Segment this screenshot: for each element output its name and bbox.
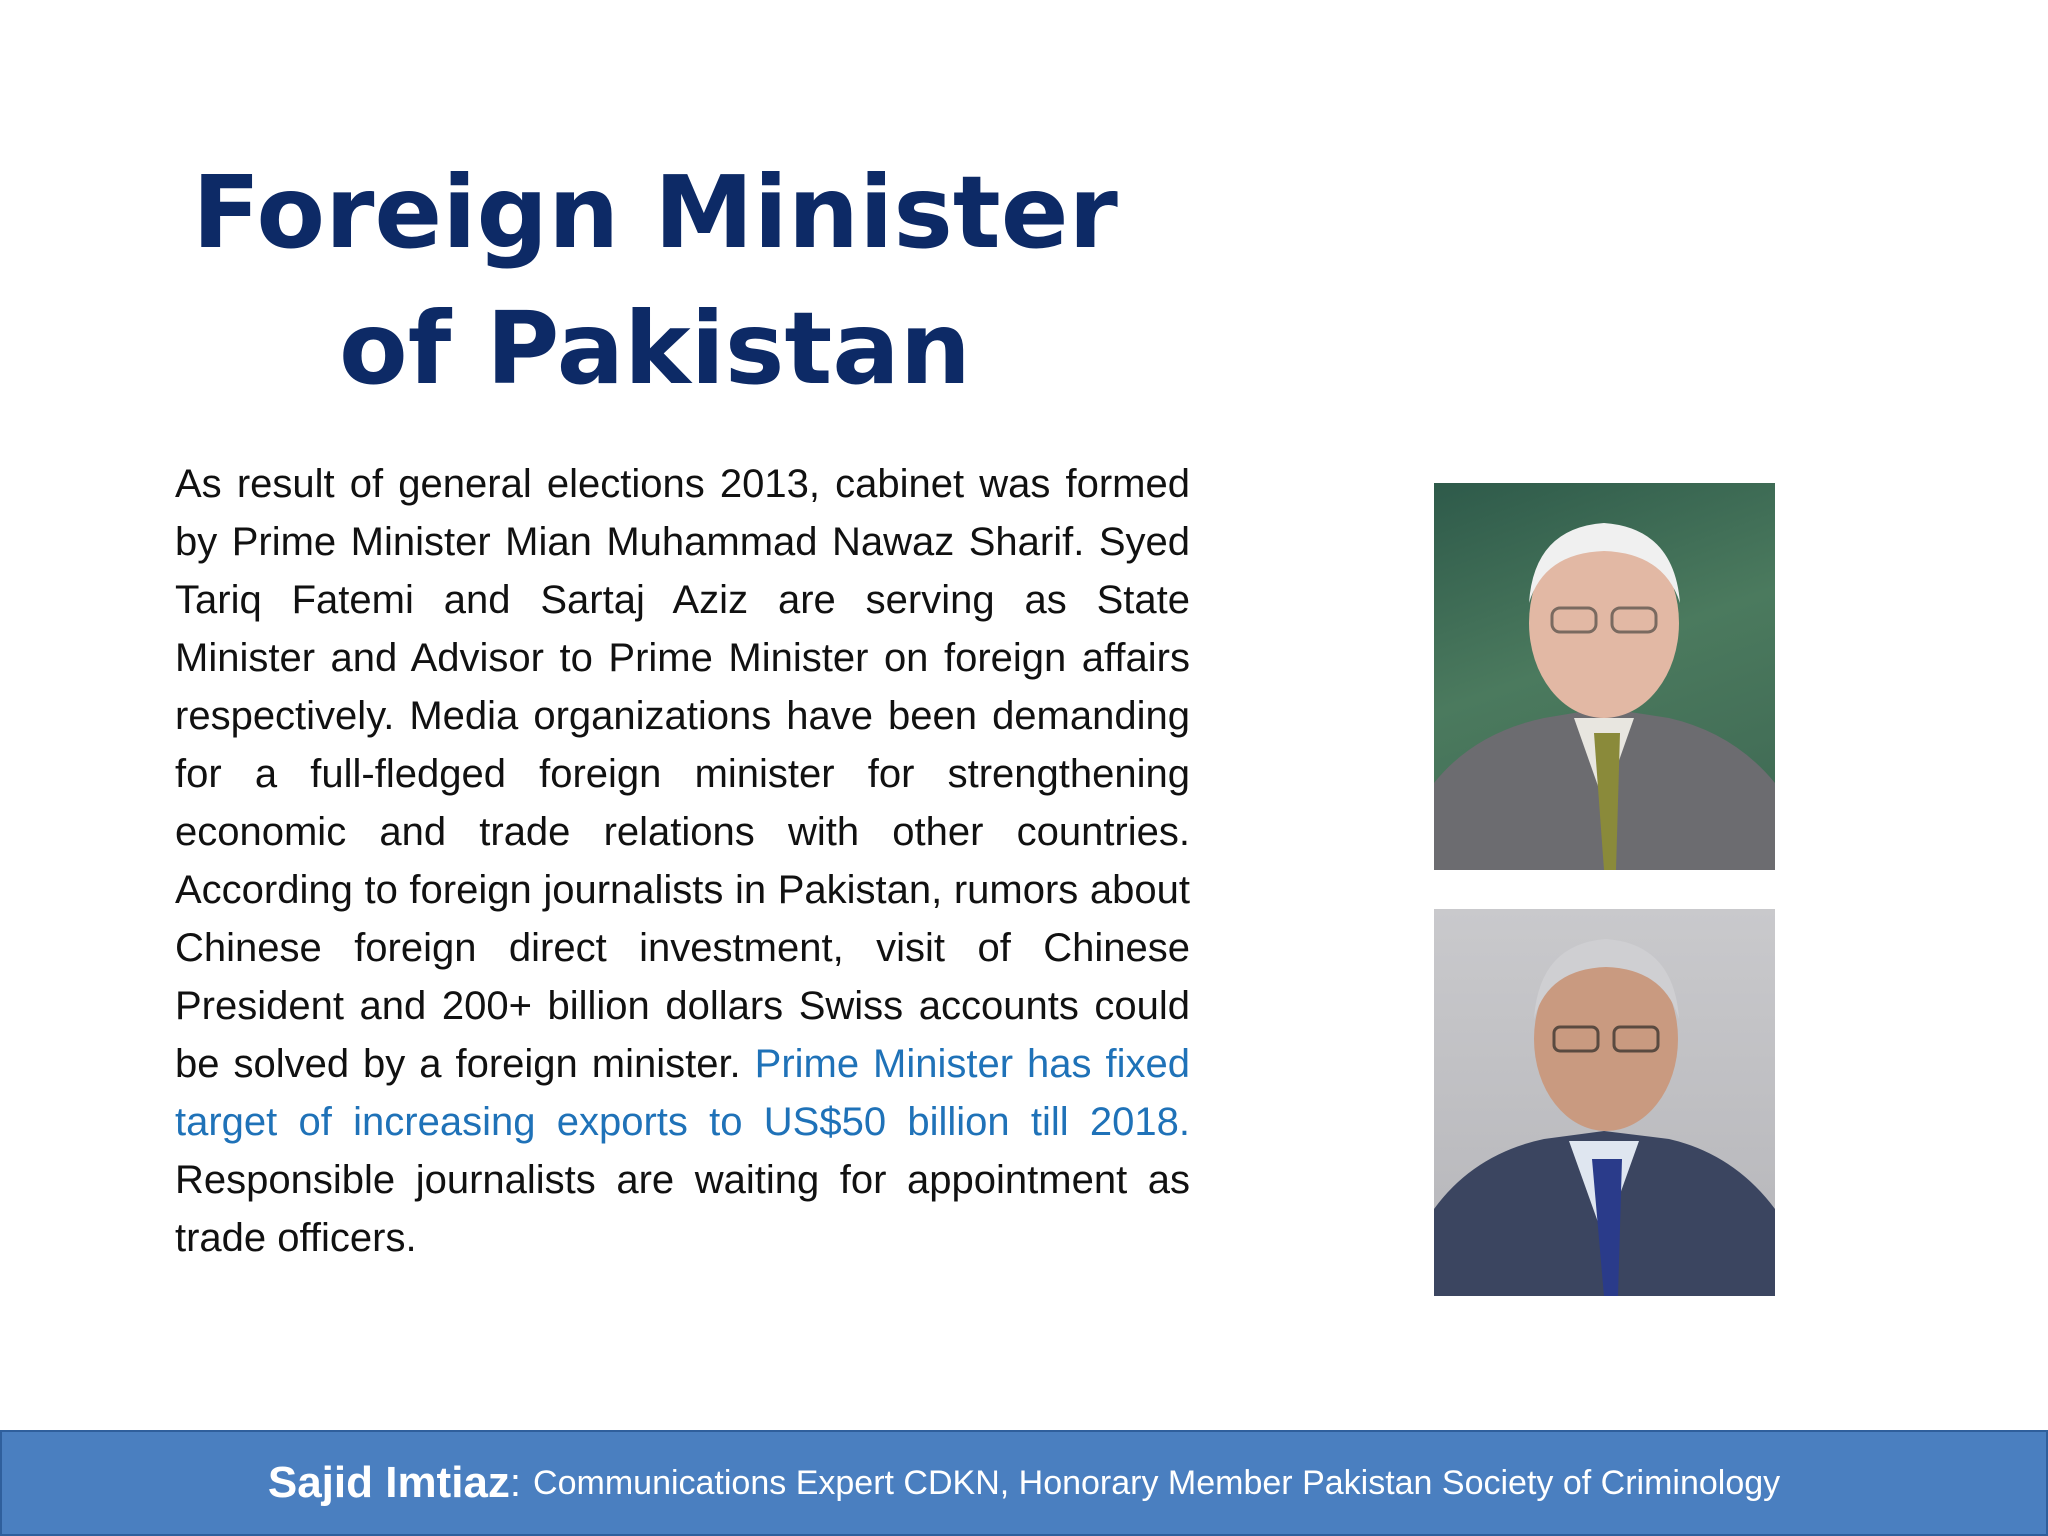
slide-title-line-2: of Pakistan — [339, 290, 971, 407]
portrait-2-illustration — [1434, 909, 1775, 1296]
slide-title-line-1: Foreign Minister — [192, 154, 1118, 271]
footer-separator: : — [509, 1460, 522, 1505]
slide-title — [175, 145, 1135, 417]
body-paragraph — [175, 455, 1190, 1267]
footer-bar — [0, 1430, 2048, 1536]
portrait-photo-2 — [1434, 909, 1775, 1296]
author-role: Communications Expert CDKN, Honorary Member Pakistan Society of Criminology — [533, 1463, 1781, 1502]
body-text-part-2: Responsible journalists are waiting for appointment as trade officers. — [175, 1158, 1190, 1260]
body-text-part-1: As result of general elections 2013, cabinet was formed by Prime Minister Mian Muhammad Nawaz Sharif. Syed Tariq Fatemi and Sartaj Aziz are serving as State Minister and Advisor to Prime Minister on foreign affairs respectively. Media organizations have been demanding for a full-fledged foreign minister for strengthening economic and trade relations with other countries. According to foreign journalists in Pakistan, rumors about Chinese foreign direct investment, visit of Chinese President and 200+ billion dollars Swiss accounts could be solved by a foreign minister. — [175, 462, 1190, 1086]
portrait-1-illustration — [1434, 483, 1775, 870]
author-name: Sajid Imtiaz — [267, 1458, 510, 1507]
body-text-highlight: Prime Minister has fixed target of increasing exports to US$50 billion till 2018. — [175, 1042, 1190, 1144]
portrait-photo-1 — [1434, 483, 1775, 870]
